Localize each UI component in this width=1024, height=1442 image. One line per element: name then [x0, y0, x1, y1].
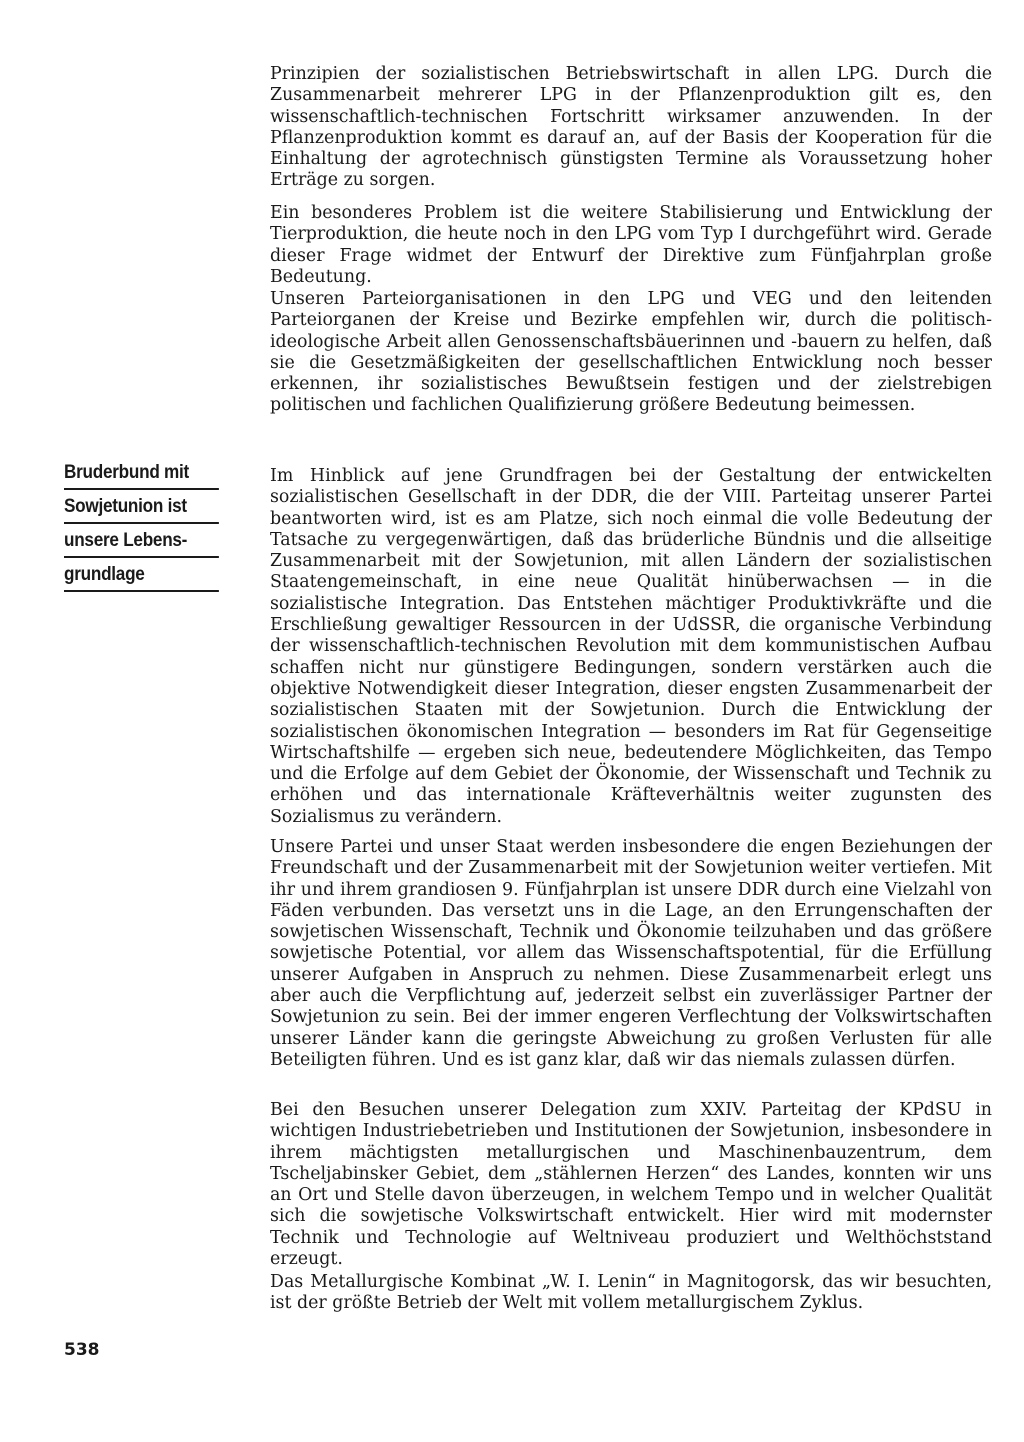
- paragraph: [270, 64, 992, 192]
- paragraph-text: Bei den Besuchen unserer Delegation zum XXIV. Parteitag der KPdSU in wichtigen Industriebetrieben und Institutionen der Sowjetunion, insbesondere in ihrem mächtigsten metallurgischen und Maschinenbauzentrum, dem Tscheljabinsker Gebiet, dem „stählernen Herzen“ des Landes, konnten wir uns an Ort und Stelle davon überzeugen, in welchem Tempo und in welcher Qualität sich die sowjetische Volkswirtschaft entwickelt. Hier wird mit modernster Technik und Technologie auf Weltniveau produziert und Welthöchststand erzeugt.: [270, 1100, 992, 1270]
- paragraph: [270, 1272, 992, 1315]
- side-heading-line: unsere Lebens-: [64, 524, 219, 558]
- paragraph-text: Das Metallurgische Kombinat „W. I. Lenin“ in Magnitogorsk, das wir besuchten, ist der größte Betrieb der Welt mit vollem metallurgischem Zyklus.: [270, 1272, 992, 1314]
- paragraph: [270, 1100, 992, 1270]
- paragraph: [270, 466, 992, 828]
- paragraph: [270, 289, 992, 417]
- paragraph: [270, 837, 992, 1071]
- side-heading-line: grundlage: [64, 558, 219, 592]
- paragraph-text: Ein besonderes Problem ist die weitere Stabilisierung und Entwicklung der Tierproduktion, die heute noch in den LPG vom Typ I durchgeführt wird. Gerade dieser Frage widmet der Entwurf der Direktive zum Fünfjahrplan große Bedeutung.: [270, 203, 992, 287]
- page-number: 538: [64, 1340, 100, 1360]
- paragraph-text: Prinzipien der sozialistischen Betriebswirtschaft in allen LPG. Durch die Zusammenarbeit mehrerer LPG in der Pflanzenproduktion gilt es, den wissenschaftlich-technischen Fortschritt wirksamer anzuwenden. In der Pflanzenproduktion kommt es darauf an, auf der Basis der Kooperation für die Einhaltung der agrotechnisch günstigsten Termine als Voraussetzung hoher Erträge zu sorgen.: [270, 64, 992, 191]
- paragraph-text: Unseren Parteiorganisationen in den LPG und VEG und den leitenden Parteiorganen der Kreise und Bezirke empfehlen wir, durch die politisch-ideologische Arbeit allen Genossenschaftsbäuerinnen und -bauern zu helfen, daß sie die Gesetzmäßigkeiten der gesellschaftlichen Entwicklung noch besser erkennen, ihr sozialistisches Bewußtsein festigen und der zielstrebigen politischen und fachlichen Qualifizierung größere Bedeutung beimessen.: [270, 289, 992, 416]
- paragraph: [270, 203, 992, 288]
- side-heading-line: Bruderbund mit: [64, 456, 219, 490]
- side-heading-line: Sowjetunion ist: [64, 490, 219, 524]
- side-heading: [64, 456, 240, 592]
- paragraph-text: Im Hinblick auf jene Grundfragen bei der Gestaltung der entwickelten sozialistischen Gesellschaft in der DDR, die der VIII. Parteitag unserer Partei beantworten wird, ist es am Platze, sich noch einmal die volle Bedeutung der Tatsache zu vergegenwärtigen, daß das brüderliche Bündnis und die allseitige Zusammenarbeit mit der Sowjetunion, mit allen Ländern der sozialistischen Staatengemeinschaft, in eine neue Qualität hinüberwachsen — in die sozialistische Integration. Das Entstehen mächtiger Produktivkräfte und die Erschließung gewaltiger Ressourcen in der UdSSR, die organische Verbindung der wissenschaftlich-technischen Revolution mit dem kommunistischen Aufbau schaffen nicht nur günstigere Bedingungen, sondern verstärken auch die objektive Notwendigkeit dieser Integration, dieser engsten Zusammenarbeit der sozialistischen Staaten mit der Sowjetunion. Durch die Entwicklung der sozialistischen ökonomischen Integration — besonders im Rat für Gegenseitige Wirtschaftshilfe — ergeben sich neue, bedeutendere Möglichkeiten, das Tempo und die Erfolge auf dem Gebiet der Ökonomie, der Wissenschaft und Technik zu erhöhen und das internationale Kräfteverhältnis weiter zugunsten des Sozialismus zu verändern.: [270, 466, 992, 827]
- paragraph-text: Unsere Partei und unser Staat werden insbesondere die engen Beziehungen der Freundschaft und der Zusammenarbeit mit der Sowjetunion weiter vertiefen. Mit ihr und ihrem grandiosen 9. Fünfjahrplan ist unsere DDR durch eine Vielzahl von Fäden verbunden. Das versetzt uns in die Lage, an den Errungenschaften der sowjetischen Wissenschaft, Technik und Ökonomie teilzuhaben und das größere sowjetische Potential, vor allem das Wissenschaftspotential, für die Erfüllung unserer Aufgaben in Anspruch zu nehmen. Diese Zusammenarbeit erlegt uns aber auch die Verpflichtung auf, jederzeit selbst ein zuverlässiger Partner der Sowjetunion zu sein. Bei der immer engeren Verflechtung der Volkswirtschaften unserer Länder kann die geringste Abweichung zu großen Verlusten für alle Beteiligten führen. Und es ist ganz klar, daß wir das niemals zulassen dürfen.: [270, 837, 992, 1070]
